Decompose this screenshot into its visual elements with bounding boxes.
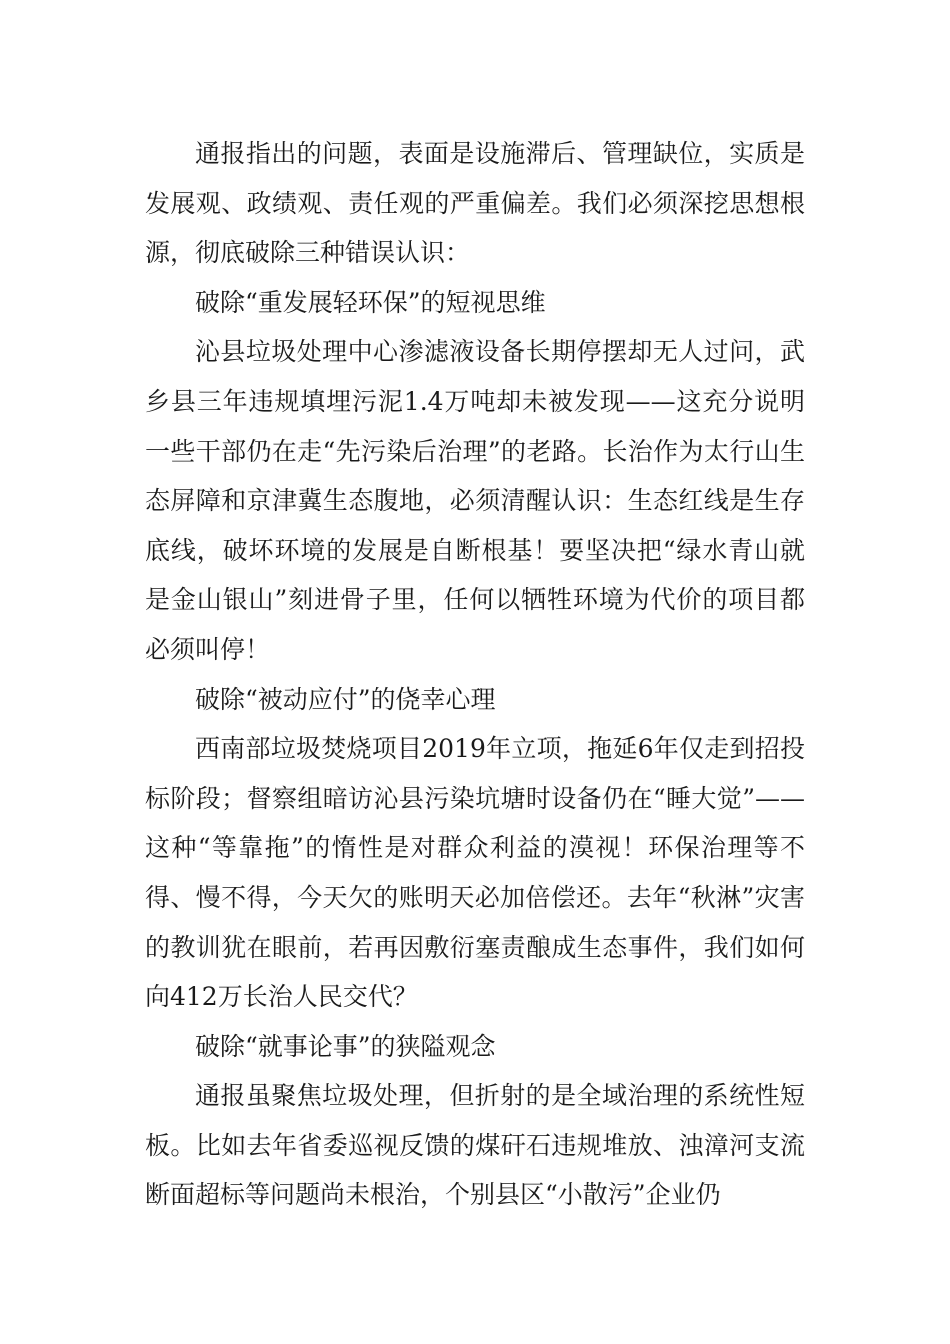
paragraph-intro: 通报指出的问题，表面是设施滞后、管理缺位，实质是发展观、政绩观、责任观的严重偏差。我们必须深挖思想根源，彻底破除三种错误认识： [145,139,805,268]
document-body [145,129,805,1220]
paragraph-section-1: 沁县垃圾处理中心渗滤液设备长期停摆却无人过问，武乡县三年违规填埋污泥1.4万吨却未被发现——这充分说明一些干部仍在走“先污染后治理”的老路。长治作为太行山生态屏障和京津冀生态腹地，必须清醒认识：生态红线是生存底线，破坏环境的发展是自断根基！要坚决把“绿水青山就是金山银山”刻进骨子里，任何以牺牲环境为代价的项目都必须叫停！ [145,337,805,664]
section-heading-1: 破除“重发展轻环保”的短视思维 [195,287,546,317]
section-heading-3: 破除“就事论事”的狭隘观念 [195,1031,496,1061]
paragraph-section-2: 西南部垃圾焚烧项目2019年立项，拖延6年仅走到招投标阶段；督察组暗访沁县污染坑塘时设备仍在“睡大觉”——这种“等靠拖”的惰性是对群众利益的漠视！环保治理等不得、慢不得，今天欠的账明天必加倍偿还。去年“秋淋”灾害的教训犹在眼前，若再因敷衍塞责酿成生态事件，我们如何向412万长治人民交代？ [145,734,805,1012]
paragraph-section-3: 通报虽聚焦垃圾处理，但折射的是全域治理的系统性短板。比如去年省委巡视反馈的煤矸石违规堆放、浊漳河支流断面超标等问题尚未根治，个别县区“小散污”企业仍 [145,1081,805,1210]
section-heading-2: 破除“被动应付”的侥幸心理 [195,684,496,714]
